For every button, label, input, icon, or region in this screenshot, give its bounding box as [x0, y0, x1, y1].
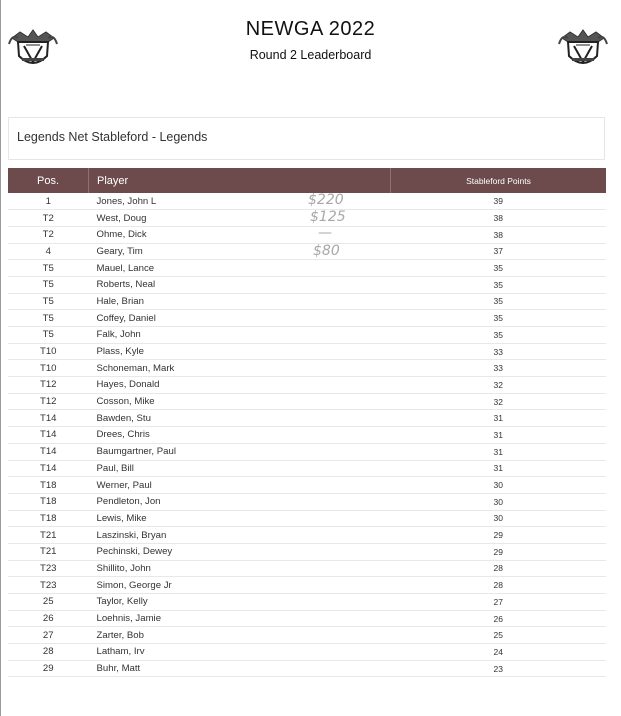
table-row	[8, 393, 606, 410]
row-player: Drees, Chris	[89, 427, 391, 444]
row-player: Baumgartner, Paul	[89, 443, 391, 460]
row-points: 31	[391, 460, 607, 477]
table-row	[8, 260, 606, 277]
row-pos: 26	[8, 610, 89, 627]
row-points: 29	[391, 543, 607, 560]
table-row	[8, 210, 606, 227]
row-player: Coffey, Daniel	[89, 310, 391, 327]
row-pos: T5	[8, 327, 89, 344]
row-player: Schoneman, Mark	[89, 360, 391, 377]
column-header-player: Player	[89, 168, 391, 193]
table-row	[8, 377, 606, 394]
row-player: Bawden, Stu	[89, 410, 391, 427]
row-points: 24	[391, 644, 607, 661]
row-player: Plass, Kyle	[89, 343, 391, 360]
table-row	[8, 443, 606, 460]
table-header-row	[8, 168, 606, 193]
table-row	[8, 510, 606, 527]
row-points: 33	[391, 343, 607, 360]
column-header-points: Stableford Points	[466, 175, 531, 186]
row-points: 25	[391, 627, 607, 644]
table-row	[8, 293, 606, 310]
row-player: Loehnis, Jamie	[89, 610, 391, 627]
row-player: Pendleton, Jon	[89, 493, 391, 510]
row-points: 26	[391, 610, 607, 627]
row-player: Latham, Irv	[89, 644, 391, 661]
row-pos: 4	[8, 243, 89, 260]
row-pos: T21	[8, 527, 89, 544]
table-row	[8, 460, 606, 477]
handwritten-note: —	[318, 225, 332, 241]
page-title: NEWGA 2022	[245, 18, 376, 40]
table-row	[8, 477, 606, 494]
row-points: 29	[391, 527, 607, 544]
row-player: Shillito, John	[89, 560, 391, 577]
row-pos: T5	[8, 276, 89, 293]
row-pos: 25	[8, 594, 89, 611]
table-row	[8, 560, 606, 577]
table-row	[8, 527, 606, 544]
table-row	[8, 577, 606, 594]
row-pos: 28	[8, 644, 89, 661]
row-player: Zarter, Bob	[89, 627, 391, 644]
row-player: Geary, Tim	[89, 243, 391, 260]
row-pos: T5	[8, 293, 89, 310]
row-points: 35	[391, 276, 607, 293]
handwritten-note: $80	[313, 243, 340, 259]
row-points: 31	[391, 443, 607, 460]
row-pos: T23	[8, 577, 89, 594]
row-pos: T18	[8, 510, 89, 527]
row-points: 32	[391, 393, 607, 410]
row-points: 35	[391, 260, 607, 277]
row-pos: T12	[8, 393, 89, 410]
row-player: Cosson, Mike	[89, 393, 391, 410]
table-row	[8, 427, 606, 444]
row-points: 30	[391, 510, 607, 527]
row-points: 39	[391, 193, 607, 210]
row-player: West, Doug	[89, 210, 391, 227]
row-pos: T18	[8, 493, 89, 510]
row-player: Hale, Brian	[89, 293, 391, 310]
row-pos: T14	[8, 460, 89, 477]
row-pos: T23	[8, 560, 89, 577]
row-points: 35	[391, 327, 607, 344]
row-points: 35	[391, 293, 607, 310]
table-row	[8, 343, 606, 360]
row-pos: T14	[8, 410, 89, 427]
row-points: 31	[391, 427, 607, 444]
page-subtitle: Round 2 Leaderboard	[249, 48, 372, 62]
row-points: 30	[391, 493, 607, 510]
table-row	[8, 660, 606, 677]
handwritten-note: $220	[308, 192, 344, 208]
row-pos: T14	[8, 427, 89, 444]
row-player: Mauel, Lance	[89, 260, 391, 277]
row-pos: T5	[8, 260, 89, 277]
table-row	[8, 226, 606, 243]
table-row	[8, 310, 606, 327]
row-pos: T10	[8, 343, 89, 360]
row-pos: T10	[8, 360, 89, 377]
row-player: Pechinski, Dewey	[89, 543, 391, 560]
row-player: Paul, Bill	[89, 460, 391, 477]
table-row	[8, 493, 606, 510]
row-player: Taylor, Kelly	[89, 594, 391, 611]
row-pos: 27	[8, 627, 89, 644]
row-pos: T2	[8, 226, 89, 243]
row-player: Buhr, Matt	[89, 660, 391, 677]
table-body	[8, 193, 606, 677]
table-row	[8, 276, 606, 293]
row-pos: T21	[8, 543, 89, 560]
table-row	[8, 594, 606, 611]
section-title: Legends Net Stableford - Legends	[17, 130, 208, 144]
row-points: 31	[391, 410, 607, 427]
row-pos: T5	[8, 310, 89, 327]
row-player: Ohme, Dick	[89, 226, 391, 243]
row-points: 28	[391, 577, 607, 594]
row-pos: 1	[8, 193, 89, 210]
row-player: Roberts, Neal	[89, 276, 391, 293]
row-points: 33	[391, 360, 607, 377]
row-player: Lewis, Mike	[89, 510, 391, 527]
row-pos: T18	[8, 477, 89, 494]
table-row	[8, 644, 606, 661]
row-points: 32	[391, 377, 607, 394]
row-points: 27	[391, 594, 607, 611]
row-player: Jones, John L	[89, 193, 391, 210]
row-points: 28	[391, 560, 607, 577]
row-points: 30	[391, 477, 607, 494]
section-header	[8, 117, 605, 160]
row-player: Laszinski, Bryan	[89, 527, 391, 544]
table-row	[8, 410, 606, 427]
row-player: Simon, George Jr	[89, 577, 391, 594]
row-points: 38	[391, 210, 607, 227]
row-pos: 29	[8, 660, 89, 677]
row-pos: T12	[8, 377, 89, 394]
row-player: Werner, Paul	[89, 477, 391, 494]
row-points: 23	[391, 660, 607, 677]
row-pos: T14	[8, 443, 89, 460]
leaderboard-table	[8, 168, 606, 677]
row-player: Falk, John	[89, 327, 391, 344]
column-header-pos: Pos.	[8, 168, 89, 193]
table-row	[8, 193, 606, 210]
table-row	[8, 243, 606, 260]
handwritten-note: $125	[310, 209, 346, 225]
row-points: 37	[391, 243, 607, 260]
table-row	[8, 360, 606, 377]
table-row	[8, 543, 606, 560]
table-row	[8, 327, 606, 344]
row-points: 38	[391, 226, 607, 243]
row-player: Hayes, Donald	[89, 377, 391, 394]
page-edge	[0, 0, 1, 716]
table-row	[8, 610, 606, 627]
row-pos: T2	[8, 210, 89, 227]
table-row	[8, 627, 606, 644]
row-points: 35	[391, 310, 607, 327]
